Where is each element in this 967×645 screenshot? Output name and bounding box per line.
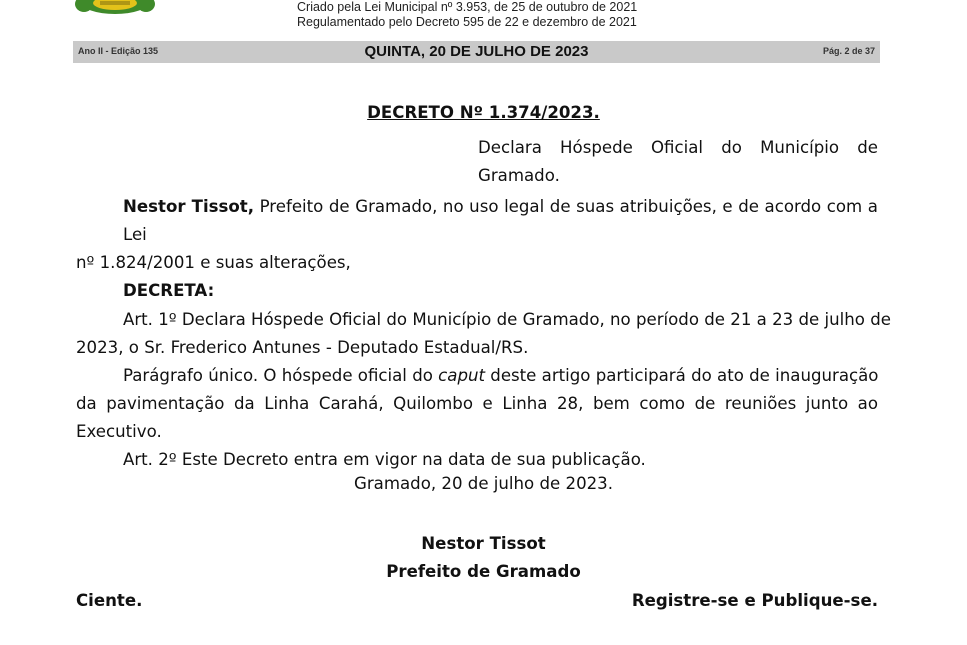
signer-title: Prefeito de Gramado — [386, 562, 581, 581]
edition-date: QUINTA, 20 DE JULHO DE 2023 — [364, 43, 589, 60]
signer-name: Nestor Tissot — [421, 534, 546, 553]
ciente-label: Ciente. — [76, 591, 143, 610]
paragrafo-line-3: Executivo. — [76, 422, 162, 441]
header-law-line: Criado pela Lei Municipal nº 3.953, de 25 de outubro de 2021 — [297, 0, 638, 14]
preamble-line-1 — [76, 193, 878, 249]
place-date: Gramado, 20 de julho de 2023. — [353, 474, 614, 493]
ementa-line-2: Gramado. — [478, 166, 560, 185]
paragrafo-line-1 — [76, 362, 878, 390]
art1-line-2: 2023, o Sr. Frederico Antunes - Deputado Estadual/RS. — [76, 338, 529, 357]
edition-bar — [73, 41, 880, 63]
paragrafo-text-pre: Parágrafo único. O hóspede oficial do — [123, 366, 439, 385]
ementa-line-1: Declara Hóspede Oficial do Município de — [478, 138, 878, 157]
header-regulation-line: Regulamentado pelo Decreto 595 de 22 e dezembro de 2021 — [297, 15, 637, 29]
edition-label: Ano II - Edição 135 — [78, 46, 159, 56]
preamble-line-2: nº 1.824/2001 e suas alterações, — [76, 253, 351, 272]
preamble-name: Nestor Tissot, — [123, 197, 255, 216]
paragrafo-line-2: da pavimentação da Linha Carahá, Quilombo e Linha 28, bem como de reuniões junto ao — [76, 394, 878, 413]
paragrafo-unico — [76, 362, 878, 446]
art2-text: Art. 2º Este Decreto entra em vigor na data de sua publicação. — [123, 450, 646, 469]
preamble-text: Prefeito de Gramado, no uso legal de suas atribuições, e de acordo com a Lei — [123, 197, 878, 244]
decreta-label: DECRETA: — [123, 281, 215, 300]
caput-term: caput — [438, 366, 486, 385]
article-2 — [76, 446, 878, 474]
page-indicator: Pág. 2 de 37 — [822, 46, 875, 56]
decree-ementa — [478, 134, 878, 190]
article-1 — [76, 306, 891, 362]
decree-preamble — [76, 193, 878, 305]
art1-line-1: Art. 1º Declara Hóspede Oficial do Município de Gramado, no período de 21 a 23 de julho de — [123, 310, 891, 329]
registre-label: Registre-se e Publique-se. — [631, 591, 878, 610]
municipal-logo — [74, 0, 156, 16]
paragrafo-text-post: deste artigo participará do ato de inauguração — [485, 366, 879, 385]
decree-title: DECRETO Nº 1.374/2023. — [367, 103, 600, 122]
